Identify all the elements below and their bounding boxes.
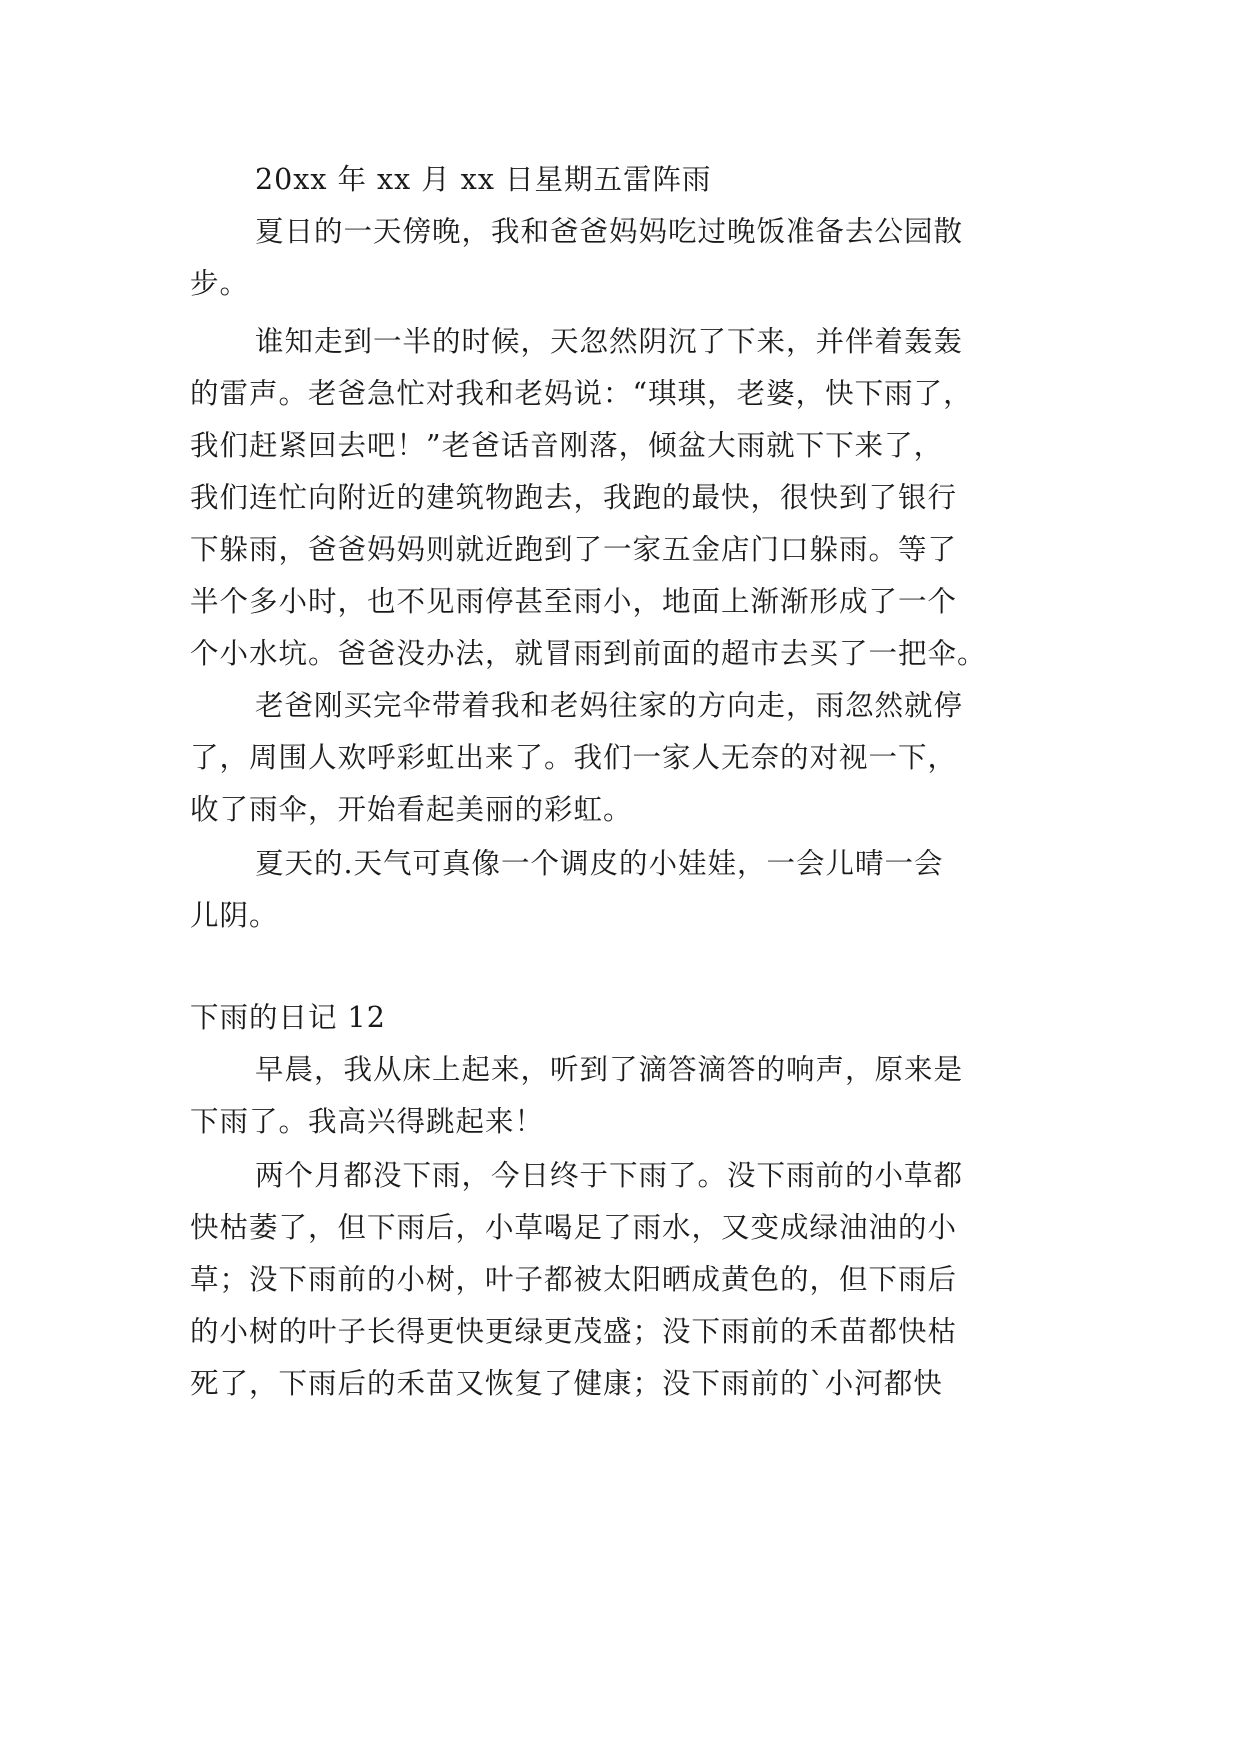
paragraph-line: 夏日的一天傍晚，我和爸爸妈妈吃过晚饭准备去公园散 [255,215,964,248]
paragraph-line: 夏天的.天气可真像一个调皮的小娃娃，一会儿晴一会 [255,847,944,880]
paragraph-line: 快枯萎了，但下雨后，小草喝足了雨水，又变成绿油油的小 [190,1211,958,1244]
paragraph-line: 两个月都没下雨，今日终于下雨了。没下雨前的小草都 [255,1159,964,1192]
paragraph-line: 的小树的叶子长得更快更绿更茂盛；没下雨前的禾苗都快枯 [190,1315,958,1348]
paragraph-line: 半个多小时，也不见雨停甚至雨小，地面上渐渐形成了一个 [190,585,958,618]
paragraph-line: 收了雨伞，开始看起美丽的彩虹。 [190,793,633,826]
paragraph-line: 谁知走到一半的时候，天忽然阴沉了下来，并伴着轰轰 [255,325,964,358]
paragraph-line: 死了，下雨后的禾苗又恢复了健康；没下雨前的`小河都快 [190,1367,943,1400]
paragraph-line: 个小水坑。爸爸没办法，就冒雨到前面的超市去买了一把伞。 [190,637,987,670]
diary-date-weather-line: 20xx 年 xx 月 xx 日星期五雷阵雨 [255,163,712,196]
paragraph-line: 了，周围人欢呼彩虹出来了。我们一家人无奈的对视一下， [190,741,958,774]
paragraph-line: 儿阴。 [190,899,279,932]
paragraph-line: 下躲雨，爸爸妈妈则就近跑到了一家五金店门口躲雨。等了 [190,533,958,566]
paragraph-line: 老爸刚买完伞带着我和老妈往家的方向走，雨忽然就停 [255,689,964,722]
diary-title: 下雨的日记 12 [190,1001,386,1034]
paragraph-line: 早晨，我从床上起来，听到了滴答滴答的响声，原来是 [255,1053,964,1086]
paragraph-line: 步。 [190,267,250,300]
paragraph-line: 草；没下雨前的小树，叶子都被太阳晒成黄色的，但下雨后 [190,1263,958,1296]
paragraph-line: 我们连忙向附近的建筑物跑去，我跑的最快，很快到了银行 [190,481,958,514]
paragraph-line: 的雷声。老爸急忙对我和老妈说：“琪琪，老婆，快下雨了， [190,377,973,410]
paragraph-line: 下雨了。我高兴得跳起来！ [190,1105,545,1138]
paragraph-line: 我们赶紧回去吧！”老爸话音刚落，倾盆大雨就下下来了， [190,429,944,462]
